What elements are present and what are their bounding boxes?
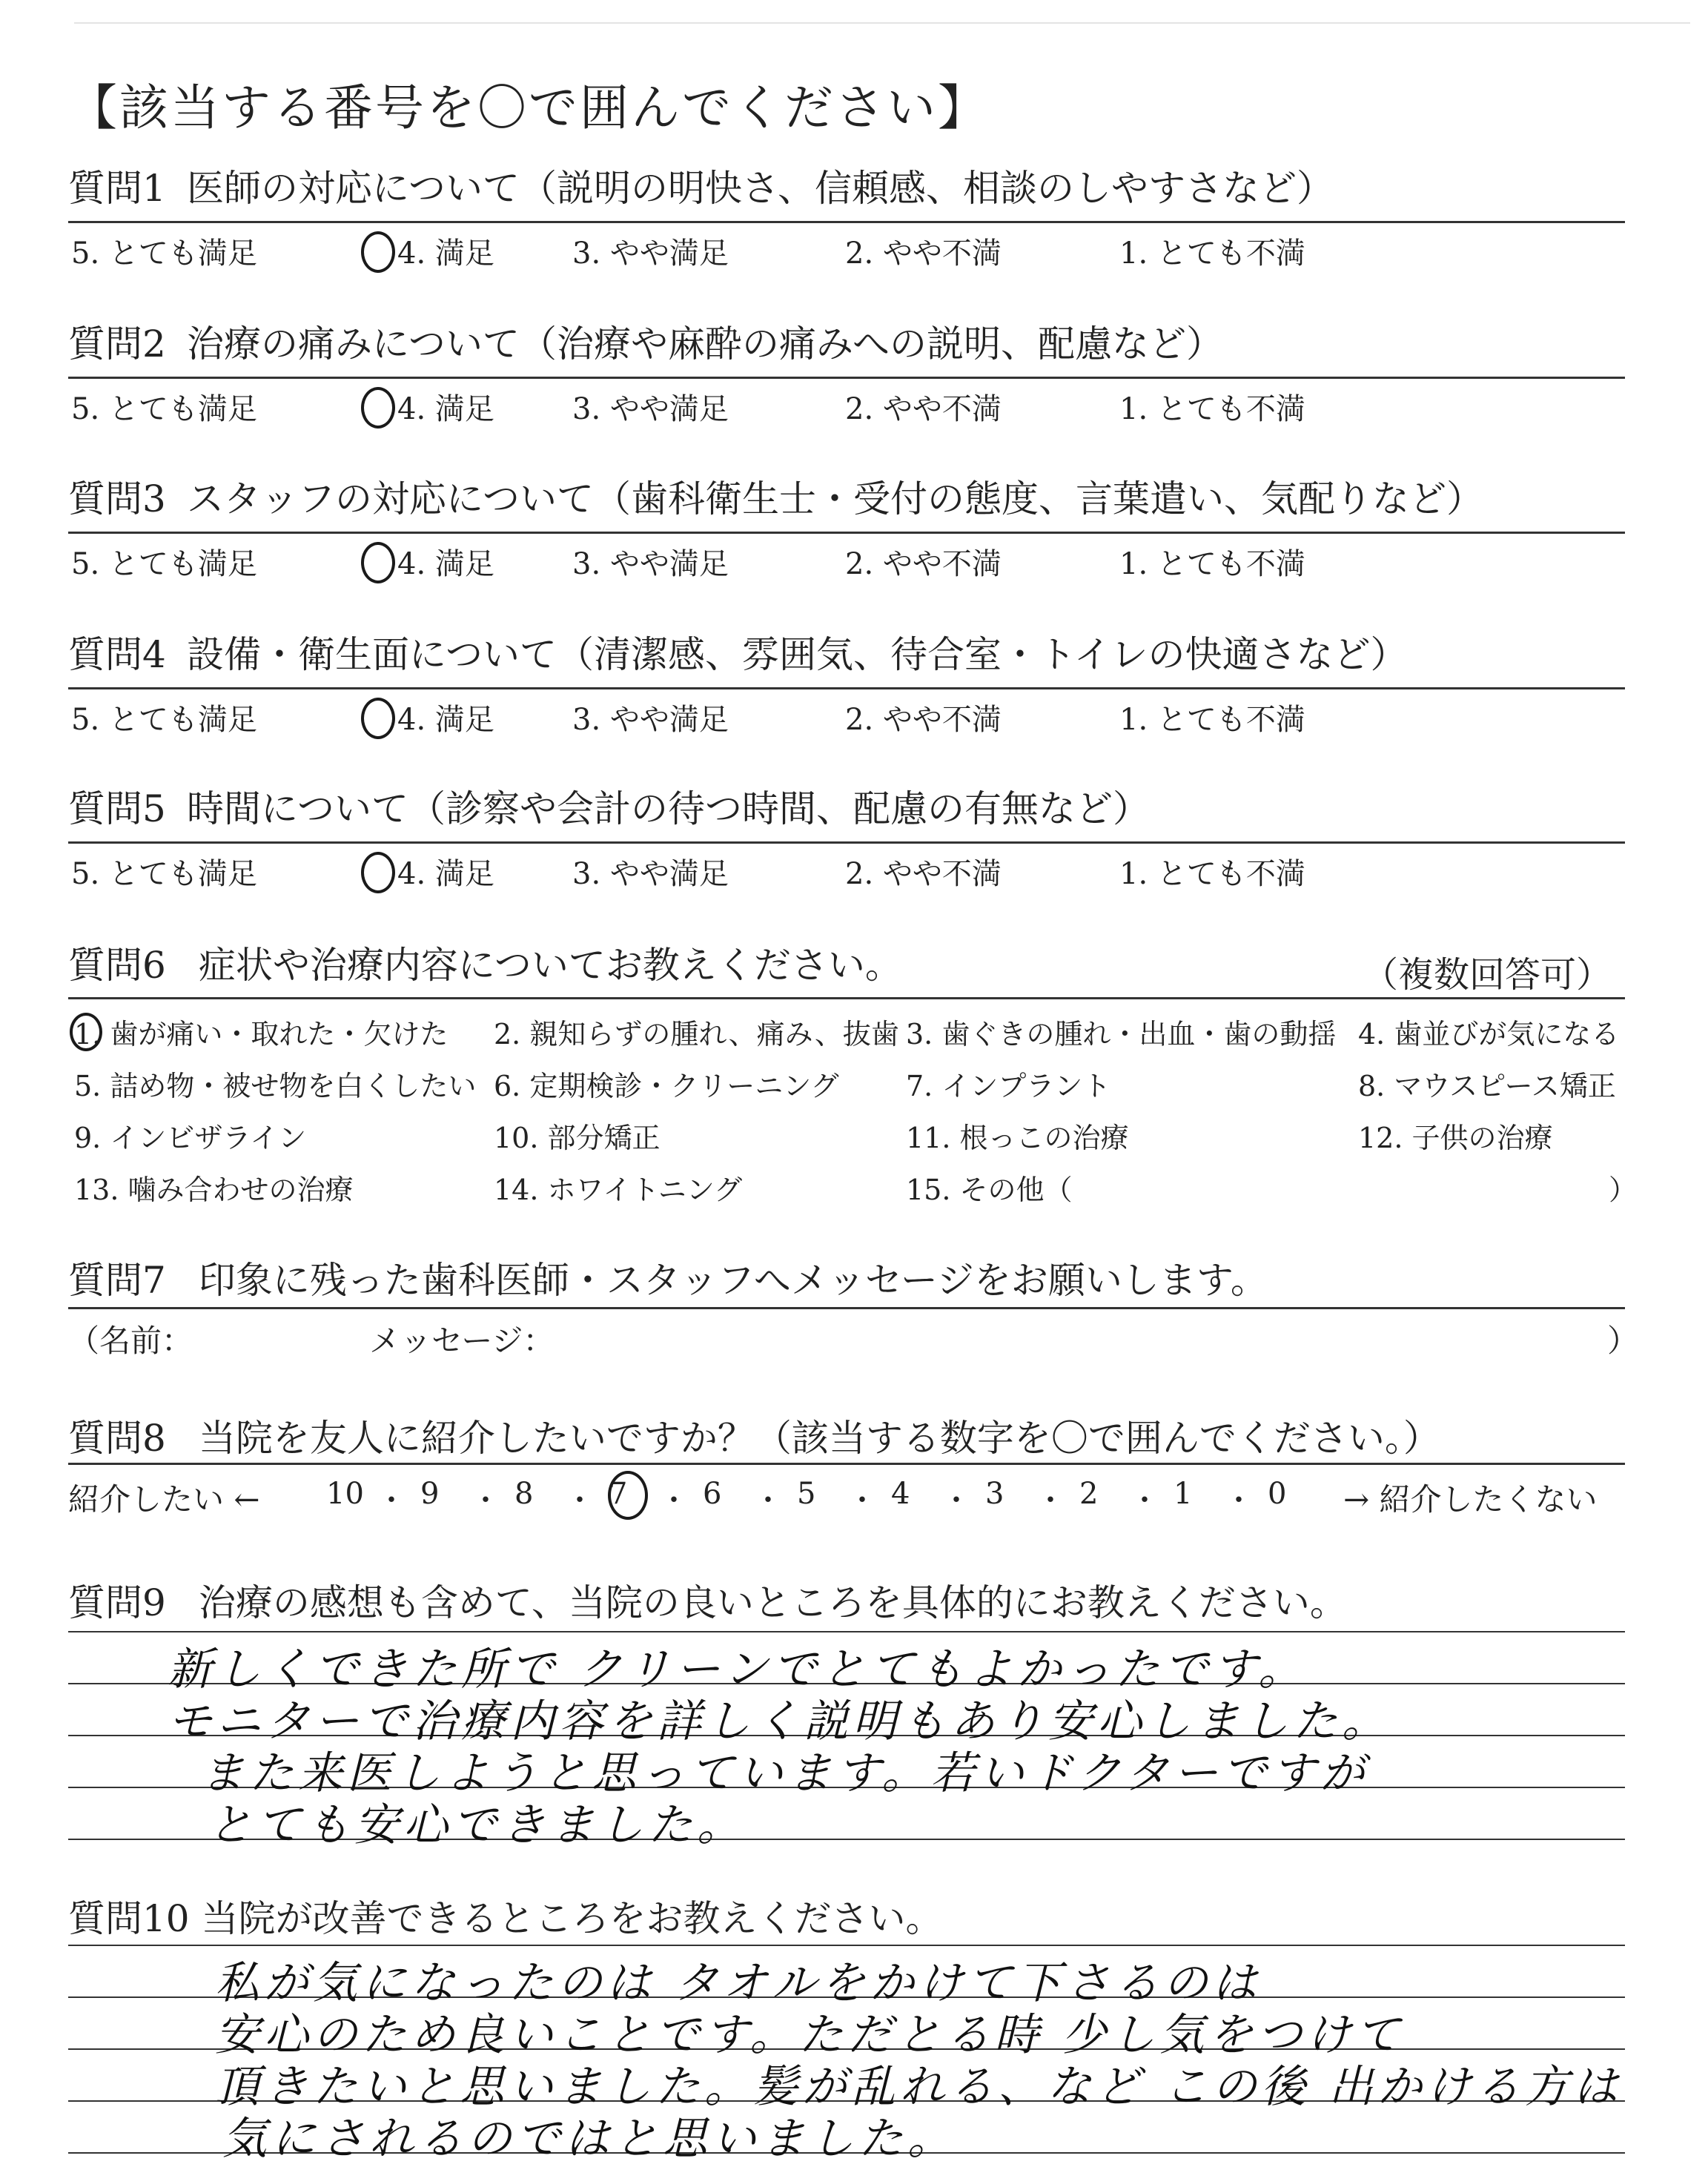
scale-number[interactable]: 6 [703, 1477, 722, 1511]
symptom-option[interactable]: 2. 親知らずの腫れ、痛み、抜歯 [494, 1018, 899, 1051]
question-number: 質問1 [68, 167, 166, 210]
symptom-option[interactable]: 10. 部分矯正 [494, 1122, 661, 1154]
rating-option[interactable]: 4. 満足 [397, 236, 494, 271]
scale-separator: ・ [377, 1483, 406, 1518]
scale-number[interactable]: 8 [514, 1477, 534, 1511]
question-3 [68, 475, 1625, 523]
question-number: 質問3 [68, 477, 166, 520]
rating-option[interactable]: 5. とても満足 [71, 392, 257, 426]
question-number: 質問2 [68, 322, 166, 365]
question-number: 質問9 [68, 1581, 166, 1624]
rating-option[interactable]: 4. 満足 [397, 703, 494, 737]
scale-number[interactable]: 2 [1079, 1477, 1099, 1511]
rating-option[interactable]: 2. やや不満 [845, 703, 1002, 737]
rating-option[interactable]: 2. やや不満 [845, 236, 1002, 271]
scale-number[interactable]: 3 [985, 1477, 1004, 1511]
top-edge-line [74, 22, 1690, 24]
rating-option[interactable]: 2. やや不満 [845, 392, 1002, 426]
question-text: 時間について（診察や会計の待つ時間、配慮の有無など） [187, 787, 1150, 830]
question-5 [68, 785, 1625, 833]
question-number: 質問6 [68, 944, 166, 987]
question-number: 質問7 [68, 1259, 166, 1302]
rating-option[interactable]: 3. やや満足 [572, 392, 729, 426]
symptom-option[interactable]: 1. 歯が痛い・取れた・欠けた [74, 1018, 448, 1051]
question-rule [68, 1463, 1625, 1465]
symptom-option[interactable]: 14. ホワイトニング [494, 1174, 743, 1206]
question-7 [68, 1257, 1625, 1304]
scale-number[interactable]: 0 [1268, 1477, 1287, 1511]
multiple-answer-note: （複数回答可） [1363, 954, 1612, 996]
handwritten-line: また来医しようと思っています。若いドクターですが [200, 1747, 1369, 1799]
handwritten-line: 気にされるのではと思いました。 [222, 2113, 956, 2165]
rating-option[interactable]: 3. やや満足 [572, 857, 729, 891]
scale-separator: ・ [1036, 1483, 1065, 1518]
question-2 [68, 320, 1625, 368]
question-number: 質問10 [68, 1897, 190, 1940]
selected-circle [361, 542, 395, 583]
rating-option[interactable]: 1. とても不満 [1119, 392, 1305, 426]
rating-option[interactable]: 5. とても満足 [71, 236, 257, 271]
question-text: 設備・衛生面について（清潔感、雰囲気、待合室・トイレの快適さなど） [187, 633, 1408, 676]
selected-circle [361, 387, 395, 429]
selected-circle [608, 1471, 648, 1520]
selected-circle [361, 698, 395, 739]
question-text: スタッフの対応について（歯科衛生士・受付の態度、言葉遣い、気配りなど） [187, 477, 1483, 520]
scale-number[interactable]: 1 [1174, 1477, 1193, 1511]
rating-option[interactable]: 1. とても不満 [1119, 857, 1305, 891]
question-text: 症状や治療内容についてお教えください。 [198, 944, 902, 987]
handwritten-line: 新しくできた所で クリーンでとてもよかったです。 [168, 1644, 1308, 1695]
question-9 [68, 1579, 1625, 1627]
not-recommend-label: → 紹介したくない [1343, 1481, 1598, 1518]
handwritten-line: 頂きたいと思いました。髪が乱れる、など この後 出かける方は [215, 2061, 1623, 2113]
symptom-option[interactable]: 9. インビザライン [74, 1122, 307, 1154]
rating-option[interactable]: 4. 満足 [397, 547, 494, 581]
symptom-option[interactable]: 8. マウスピース矯正 [1358, 1070, 1616, 1102]
scale-number[interactable]: 5 [797, 1477, 816, 1511]
answer-rule [68, 1631, 1625, 1632]
rating-option[interactable]: 1. とても不満 [1119, 236, 1305, 271]
rating-option[interactable]: 1. とても不満 [1119, 547, 1305, 581]
question-text: 当院を友人に紹介したいですか？（該当する数字を〇で囲んでください。） [198, 1417, 1440, 1460]
handwritten-line: モニターで治療内容を詳しく説明もあり安心しました。 [168, 1695, 1391, 1747]
question-4 [68, 631, 1625, 678]
question-rule [68, 532, 1625, 534]
symptom-option[interactable]: 11. 根っこの治療 [906, 1122, 1129, 1154]
selected-circle [361, 852, 395, 893]
question-rule [68, 997, 1625, 999]
rating-option[interactable]: 5. とても満足 [71, 547, 257, 581]
scale-separator: ・ [471, 1483, 500, 1518]
question-rule [68, 221, 1625, 223]
rating-option[interactable]: 2. やや不満 [845, 547, 1002, 581]
question-text: 印象に残った歯科医師・スタッフへメッセージをお願いします。 [198, 1259, 1268, 1302]
symptom-option[interactable]: 15. その他（ [906, 1174, 1073, 1206]
rating-option[interactable]: 1. とても不満 [1119, 703, 1305, 737]
handwritten-line: とても安心できました。 [208, 1799, 746, 1851]
rating-option[interactable]: 5. とても満足 [71, 857, 257, 891]
question-rule [68, 377, 1625, 379]
symptom-option[interactable]: 6. 定期検診・クリーニング [494, 1070, 839, 1102]
question-10 [68, 1895, 1625, 1942]
scale-separator: ・ [847, 1483, 877, 1518]
question-1 [68, 165, 1625, 212]
question-rule [68, 841, 1625, 844]
question-text: 当院が改善できるところをお教えください。 [201, 1897, 943, 1940]
question-rule [68, 687, 1625, 689]
symptom-option[interactable]: 4. 歯並びが気になる [1358, 1018, 1620, 1051]
page-title: 【該当する番号を〇で囲んでください】 [68, 79, 989, 136]
question-text: 医師の対応について（説明の明快さ、信頼感、相談のしやすさなど） [187, 167, 1334, 210]
close-paren: ） [1607, 1323, 1639, 1359]
rating-option[interactable]: 4. 満足 [397, 392, 494, 426]
rating-option[interactable]: 3. やや満足 [572, 547, 729, 581]
recommend-label: 紹介したい ← [68, 1481, 260, 1518]
question-8 [68, 1415, 1625, 1462]
question-number: 質問4 [68, 633, 166, 676]
scale-number[interactable]: 10 [326, 1477, 364, 1511]
question-text: 治療の感想も含めて、当院の良いところを具体的にお教えください。 [198, 1581, 1347, 1624]
question-number: 質問5 [68, 787, 166, 830]
message-label: メッセージ： [369, 1323, 555, 1359]
question-number: 質問8 [68, 1417, 166, 1460]
scale-separator: ・ [1224, 1483, 1254, 1518]
symptom-option[interactable]: 3. 歯ぐきの腫れ・出血・歯の動揺 [906, 1018, 1337, 1051]
scale-number[interactable]: 7 [609, 1477, 628, 1511]
symptom-option[interactable]: 7. インプラント [906, 1070, 1111, 1102]
other-close-paren: ） [1609, 1174, 1638, 1206]
handwritten-line: 私が気になったのは タオルをかけて下さるのは [215, 1957, 1262, 2009]
symptom-option[interactable]: 13. 噛み合わせの治療 [74, 1174, 354, 1206]
symptom-option[interactable]: 5. 詰め物・被せ物を白くしたい [74, 1070, 477, 1102]
rating-option[interactable]: 5. とても満足 [71, 703, 257, 737]
handwritten-line: 安心のため良いことです。ただとる時 少し気をつけて [215, 2009, 1405, 2061]
scale-separator: ・ [1130, 1483, 1159, 1518]
symptom-option[interactable]: 12. 子供の治療 [1358, 1122, 1553, 1154]
answer-rule [68, 1945, 1625, 1946]
rating-option[interactable]: 2. やや不満 [845, 857, 1002, 891]
scale-separator: ・ [565, 1483, 595, 1518]
question-text: 治療の痛みについて（治療や麻酔の痛みへの説明、配慮など） [187, 322, 1223, 365]
scale-separator: ・ [753, 1483, 783, 1518]
scale-number[interactable]: 9 [420, 1477, 440, 1511]
selected-circle [361, 231, 395, 273]
scale-separator: ・ [659, 1483, 689, 1518]
rating-option[interactable]: 4. 満足 [397, 857, 494, 891]
scale-number[interactable]: 4 [891, 1477, 910, 1511]
scale-separator: ・ [941, 1483, 971, 1518]
question-rule [68, 1307, 1625, 1309]
rating-option[interactable]: 3. やや満足 [572, 703, 729, 737]
selected-circle [70, 1013, 102, 1051]
name-label: （名前： [68, 1323, 193, 1359]
rating-option[interactable]: 3. やや満足 [572, 236, 729, 271]
